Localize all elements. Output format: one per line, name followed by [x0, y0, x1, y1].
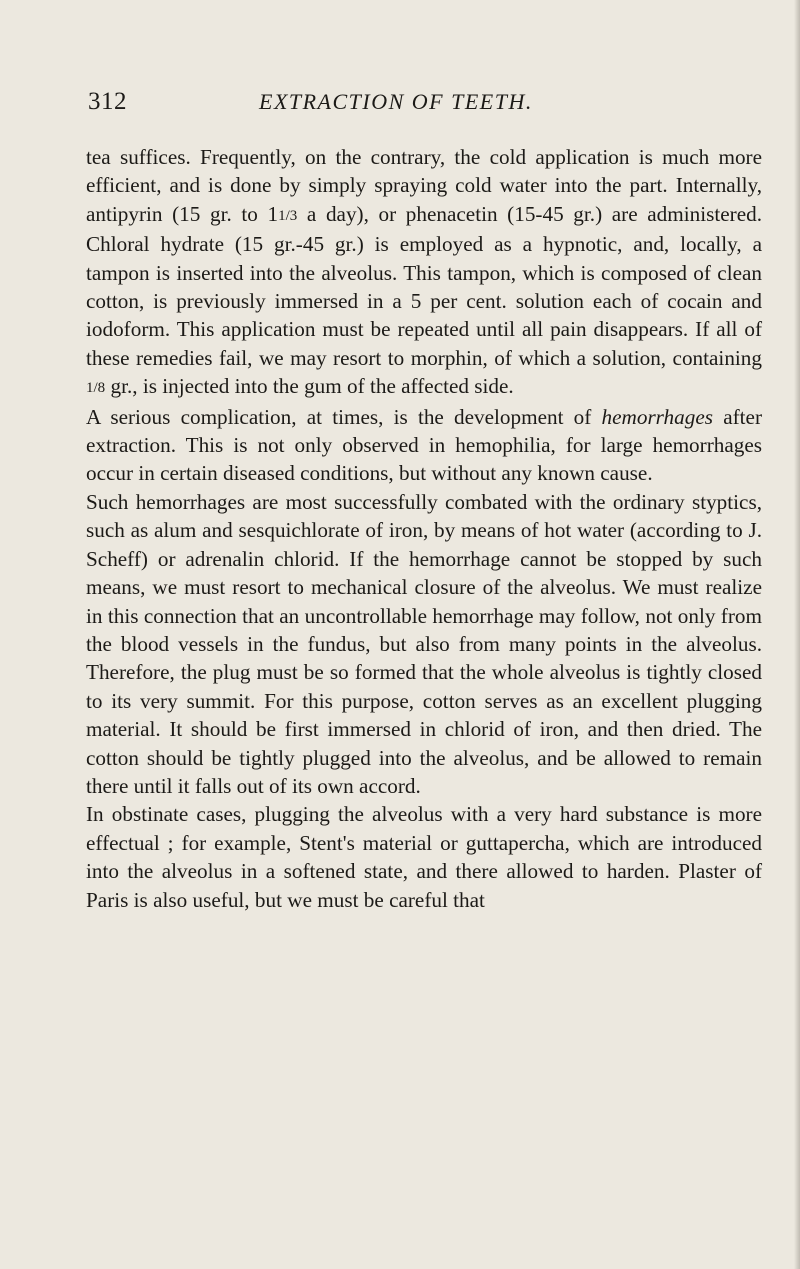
- paragraph-2-emphasis: hemorrhages: [601, 404, 713, 429]
- paragraph-3: Such hemorrhages are most successfully combated with the ordinary styptics, such as alum and sesquichlorate of iron, by means of hot water (according to J. Scheff) or adrenalin chlorid. If the hemorrhage cannot be stopped by such means, we must resort to mechanical closure of the alveolus. We must realize in this connection that an uncontrollable hemorrhage may follow, not only from the blood vessels in the fundus, but also from many points in the alveolus. Therefore, the plug must be so formed that the whole alveolus is tightly closed to its very summit. For this purpose, cotton serves as an excellent plugging material. It should be first immersed in chlorid of iron, and then dried. The cotton should be tightly plugged into the alveolus, and be allowed to remain there until it falls out of its own accord.: [86, 489, 762, 798]
- page-header: [88, 88, 768, 122]
- paragraph-1-part-b: a day), or phenacetin (15-45 gr.) are administered. Chloral hydrate (15 gr.-45 gr.) is employed as a hypnotic, and, locally, a tampon is inserted into the alveolus. This tampon, which is composed of clean cotton, is previously immersed in a 5 per cent. solution each of cocain and iodoform. This application must be repeated until all pain disappears. If all of these remedies fail, we may resort to morphin, of which a solution, containing: [86, 201, 762, 370]
- paragraph-4: In obstinate cases, plugging the alveolus with a very hard substance is more effectual ; for example, Stent's material or guttapercha, which are introduced into the alveolus in a softened state, and there allowed to harden. Plaster of Paris is also useful, but we must be careful that: [86, 802, 762, 912]
- paragraph-1-part-a: tea suffices. Frequently, on the contrary, the cold application is much more efficient, and is done by simply spraying cold water into the part. Internally, antipyrin (15 gr. to 1: [86, 145, 762, 226]
- body-text: [86, 143, 762, 914]
- paragraph-1: [86, 143, 762, 403]
- running-head: EXTRACTION OF TEETH.: [259, 89, 533, 114]
- paragraph-1-part-c: gr., is injected into the gum of the affected side.: [105, 374, 514, 399]
- page-number: 312: [88, 88, 127, 115]
- fraction-one-third: 1/3: [278, 207, 298, 224]
- paragraph-2-part-a: A serious complication, at times, is the development of: [86, 404, 602, 429]
- paragraph-2-part-b: after extraction. This is not only observed in hemophilia, for large hemorrhages occur in certain diseased conditions, but without any known cause.: [86, 404, 762, 486]
- page-edge-shadow: [794, 0, 800, 1269]
- fraction-one-eighth: 1/8: [86, 380, 106, 397]
- paragraph-2: [86, 403, 762, 488]
